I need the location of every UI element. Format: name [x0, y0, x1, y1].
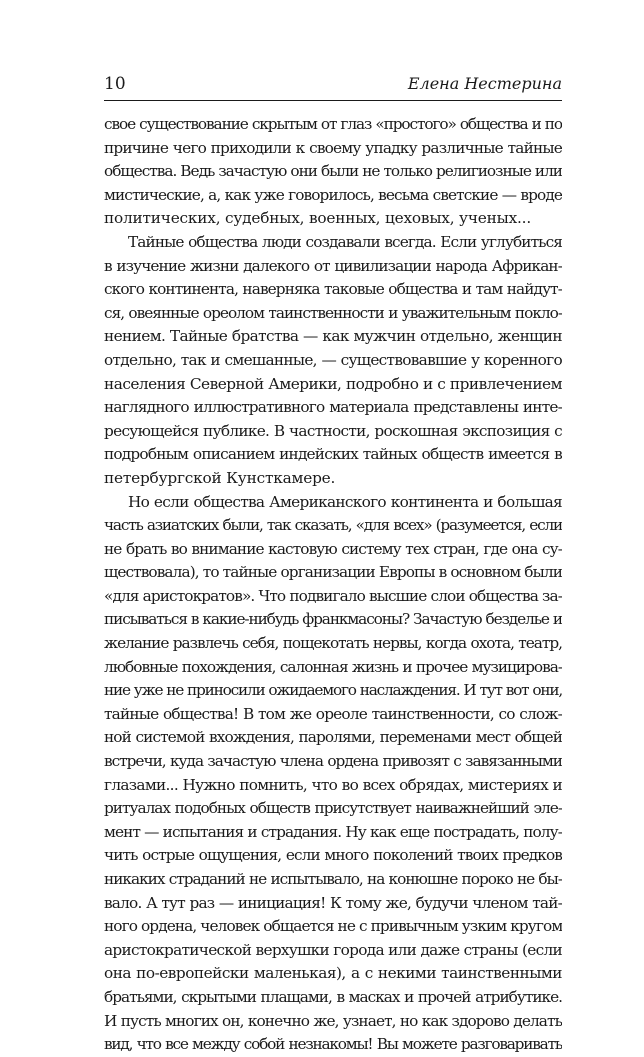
text-line: вало. А тут раз — инициация! К тому же, будучи членом тай-: [104, 893, 562, 912]
text-line: населения Северной Америки, подробно и с привлечением: [104, 374, 562, 393]
page-number: 10: [104, 74, 126, 94]
text-line: мент — испытания и страдания. Ну как еще пострадать, полу-: [104, 822, 562, 841]
text-line: она по-европейски маленькая), а с некими таинственными: [104, 964, 562, 983]
text-line: Но если общества Американского континента и большая: [128, 492, 562, 511]
text-line: Тайные общества люди создавали всегда. Если углубиться: [128, 232, 562, 251]
text-line: «для аристократов». Что подвигало высшие слои общества за-: [104, 586, 562, 605]
text-line: подробным описанием индейских тайных обществ имеется в: [104, 445, 562, 464]
text-line: нением. Тайные братства — как мужчин отдельно, женщин: [104, 327, 562, 346]
text-line: общества. Ведь зачастую они были не только религиозные или: [104, 162, 562, 181]
text-line: часть азиатских были, так сказать, «для всех» (разумеется, если: [104, 516, 562, 535]
text-line: глазами... Нужно помнить, что во всех обрядах, мистериях и: [104, 775, 562, 794]
text-line: ществовала), то тайные организации Европы в основном были: [104, 563, 562, 582]
text-line: писываться в какие-нибудь франкмасоны? Зачастую безделье и: [104, 610, 562, 629]
text-line: ной системой вхождения, паролями, переменами мест общей: [104, 728, 562, 747]
text-line: никаких страданий не испытывало, на конюшне пороко не бы-: [104, 870, 562, 888]
body-text: [104, 113, 562, 1057]
text-line: желание развлечь себя, пощекотать нервы, когда охота, театр,: [104, 634, 562, 653]
text-line: любовные похождения, салонная жизнь и прочее музицирова-: [104, 657, 562, 676]
text-line: политических, судебных, военных, цеховых, ученых...: [104, 209, 531, 228]
text-line: ного ордена, человек общается не с привычным узким кругом: [104, 917, 562, 936]
text-line: И пусть многих он, конечно же, узнает, но как здорово делать: [104, 1011, 562, 1030]
text-line: отдельно, так и смешанные, — существовавшие у коренного: [104, 350, 562, 369]
text-line: встречи, куда зачастую члена ордена привозят с завязанными: [104, 752, 562, 771]
text-line: аристократической верхушки города или даже страны (если: [104, 940, 562, 959]
text-line: в изучение жизни далекого от цивилизации народа Африкан-: [104, 256, 562, 275]
text-line: наглядного иллюстративного материала представлены инте-: [104, 398, 562, 417]
text-line: не брать во внимание кастовую систему тех стран, где она су-: [104, 539, 562, 558]
running-header: [104, 72, 562, 101]
text-line: петербургской Кунсткамере.: [104, 468, 336, 487]
text-line: ся, овеянные ореолом таинственности и уважительным покло-: [104, 303, 562, 322]
text-line: ресующейся публике. В частности, роскошная экспозиция с: [104, 421, 562, 440]
text-line: причине чего приходили к своему упадку различные тайные: [104, 138, 562, 157]
text-line: ского континента, наверняка таковые общества и там найдут-: [104, 280, 562, 299]
text-line: чить острые ощущения, если много поколений твоих предков: [104, 846, 562, 865]
text-line: свое существование скрытым от глаз «простого» общества и по: [104, 115, 562, 133]
running-head-author: Елена Нестерина: [407, 74, 562, 93]
text-line: ние уже не приносили ожидаемого наслаждения. И тут вот они,: [104, 681, 562, 700]
text-line: ритуалах подобных обществ присутствует наиважнейший эле-: [104, 799, 562, 818]
text-line: мистические, а, как уже говорилось, весьма светские — вроде: [104, 185, 562, 204]
text-line: вид, что все между собой незнакомы! Вы можете разговаривать: [104, 1035, 562, 1054]
text-line: братьями, скрытыми плащами, в масках и прочей атрибутике.: [104, 987, 562, 1006]
text-line: тайные общества! В том же ореоле таинственности, со слож-: [104, 704, 562, 723]
